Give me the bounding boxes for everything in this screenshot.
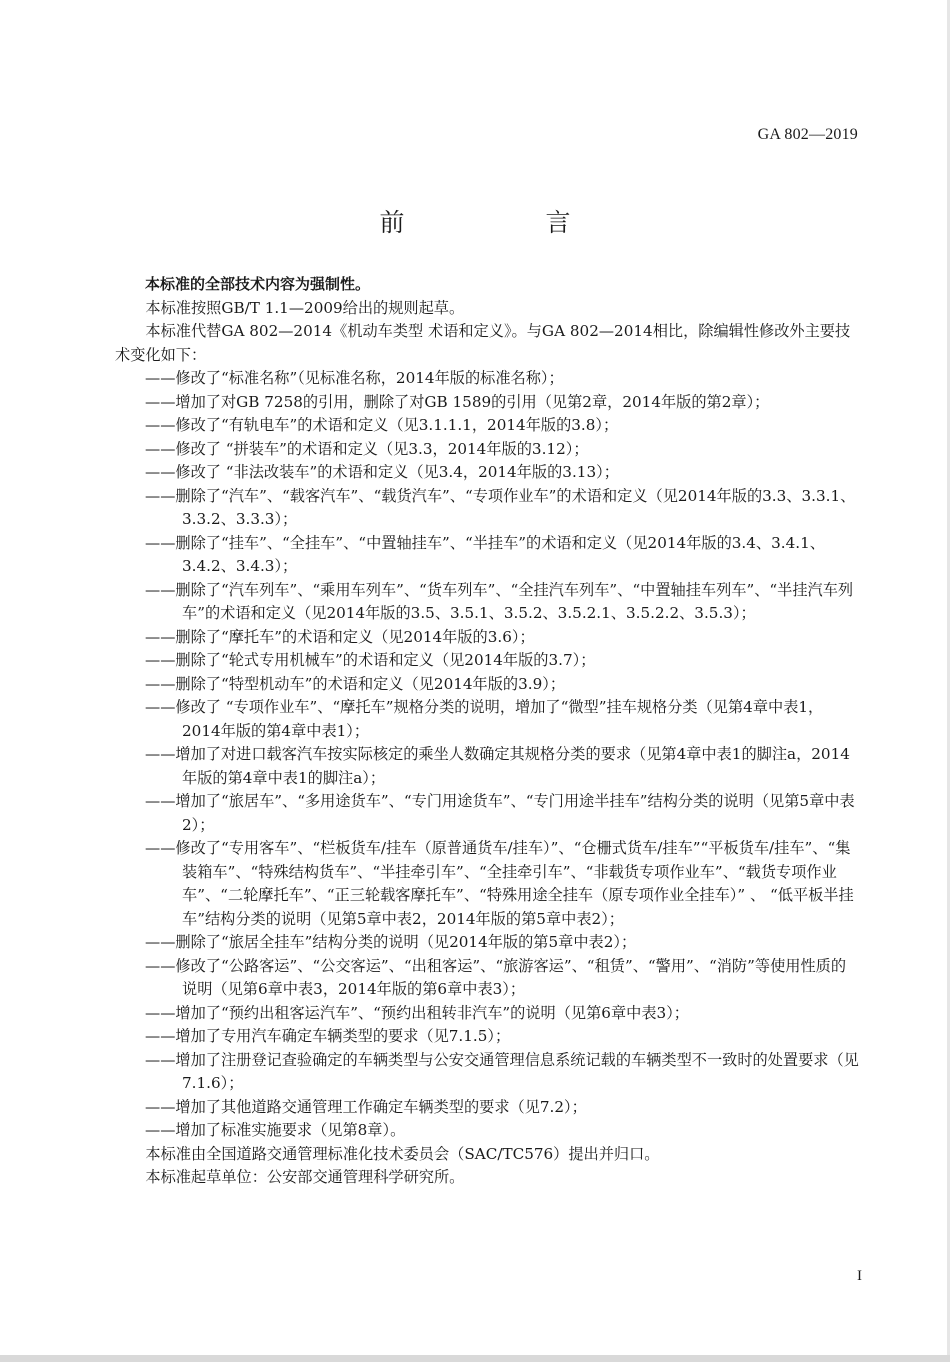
change-item: ——删除了“摩托车”的术语和定义（见2014年版的3.6）； <box>145 627 535 646</box>
intro-paragraph: 本标准代替GA 802—2014《机动车类型 术语和定义》。与GA 802—2014相比，除编辑性修改外主要技术变化如下： <box>115 322 851 364</box>
change-item: ——增加了注册登记查验确定的车辆类型与公安交通管理信息系统记载的车辆类型不一致时的处置要求（见7.1.6）； <box>145 1050 859 1092</box>
changes-list <box>115 367 861 1143</box>
page-number: I <box>857 1268 862 1284</box>
change-item: ——增加了对进口载客汽车按实际核定的乘坐人数确定其规格分类的要求（见第4章中表1的脚注a，2014年版的第4章中表1的脚注a）； <box>145 745 850 787</box>
closing-paragraph: 本标准由全国道路交通管理标准化技术委员会（SAC/TC576）提出并归口。 <box>145 1144 660 1163</box>
change-item: ——删除了“挂车”、“全挂车”、“中置轴挂车”、“半挂车”的术语和定义（见2014年版的3.4、3.4.1、3.4.2、3.4.3）； <box>145 533 825 575</box>
change-item: ——删除了“特型机动车”的术语和定义（见2014年版的3.9）； <box>145 674 566 693</box>
closing-paragraph: 本标准起草单位：公安部交通管理科学研究所。 <box>145 1168 465 1186</box>
change-item: ——增加了“旅居车”、“多用途货车”、“专门用途货车”、“专门用途半挂车”结构分类的说明（见第5章中表2）； <box>145 792 855 834</box>
change-item: ——删除了“旅居全挂车”结构分类的说明（见2014年版的第5章中表2）； <box>145 933 637 951</box>
change-item: ——修改了“有轨电车”的术语和定义（见3.1.1.1，2014年版的3.8）； <box>145 416 619 434</box>
change-item: ——删除了“汽车”、“载客汽车”、“载货汽车”、“专项作业车”的术语和定义（见2014年版的3.3、3.3.1、3.3.2、3.3.3）； <box>145 486 856 528</box>
change-item: ——增加了专用汽车确定车辆类型的要求（见7.1.5）； <box>145 1027 511 1045</box>
change-item: ——修改了 “非法改装车”的术语和定义（见3.4，2014年版的3.13）； <box>145 463 619 481</box>
change-item: ——删除了“汽车列车”、“乘用车列车”、“货车列车”、“全挂汽车列车”、“中置轴挂车列车”、“半挂汽车列车”的术语和定义（见2014年版的3.5、3.5.1、3.5.2、3.5.2.1、3.5.2.2、3.5.3）； <box>145 580 854 622</box>
change-item: ——修改了 “拼装车”的术语和定义（见3.3，2014年版的3.12）； <box>145 439 589 458</box>
change-item: ——修改了“标准名称”（见标准名称，2014年版的标准名称）； <box>145 369 564 387</box>
page-edge <box>0 1355 950 1362</box>
intro-paragraph: 本标准按照GB/T 1.1—2009给出的规则起草。 <box>145 298 465 317</box>
standard-code: GA 802—2019 <box>757 126 858 143</box>
change-item: ——删除了“轮式专用机械车”的术语和定义（见2014年版的3.7）； <box>145 651 596 669</box>
change-item: ——修改了 “专项作业车”、“摩托车”规格分类的说明，增加了“微型”挂车规格分类（见第4章中表1，2014年版的第4章中表1）； <box>145 698 824 740</box>
page-title: 前 言 <box>379 208 629 237</box>
change-item: ——增加了对GB 7258的引用，删除了对GB 1589的引用（见第2章，2014年版的第2章）； <box>145 392 770 411</box>
intro-paragraph: 本标准的全部技术内容为强制性。 <box>145 275 371 293</box>
change-item: ——修改了“专用客车”、“栏板货车/挂车（原普通货车/挂车）”、“仓栅式货车/挂车”“平板货车/挂车”、“集装箱车”、“特殊结构货车”、“半挂牵引车”、“全挂牵引车”、“非载货专项作业车”、“载货专项作业车”、“二轮摩托车”、“正三轮载客摩托车”、“特殊用途全挂车（原专项作业全挂车）” 、 “低平板半挂车”结构分类的说明（见第5章中表2，2014年版的第5章中表2）； <box>145 839 854 928</box>
document-body <box>115 273 861 1190</box>
change-item: ——修改了“公路客运”、“公交客运”、“出租客运”、“旅游客运”、“租赁”、“警用”、“消防”等使用性质的说明（见第6章中表3，2014年版的第6章中表3）； <box>145 956 847 998</box>
change-item: ——增加了其他道路交通管理工作确定车辆类型的要求（见7.2）； <box>145 1097 587 1116</box>
change-item: ——增加了标准实施要求（见第8章）。 <box>145 1121 406 1139</box>
change-item: ——增加了“预约出租客运汽车”、“预约出租转非汽车”的说明（见第6章中表3）； <box>145 1003 689 1022</box>
